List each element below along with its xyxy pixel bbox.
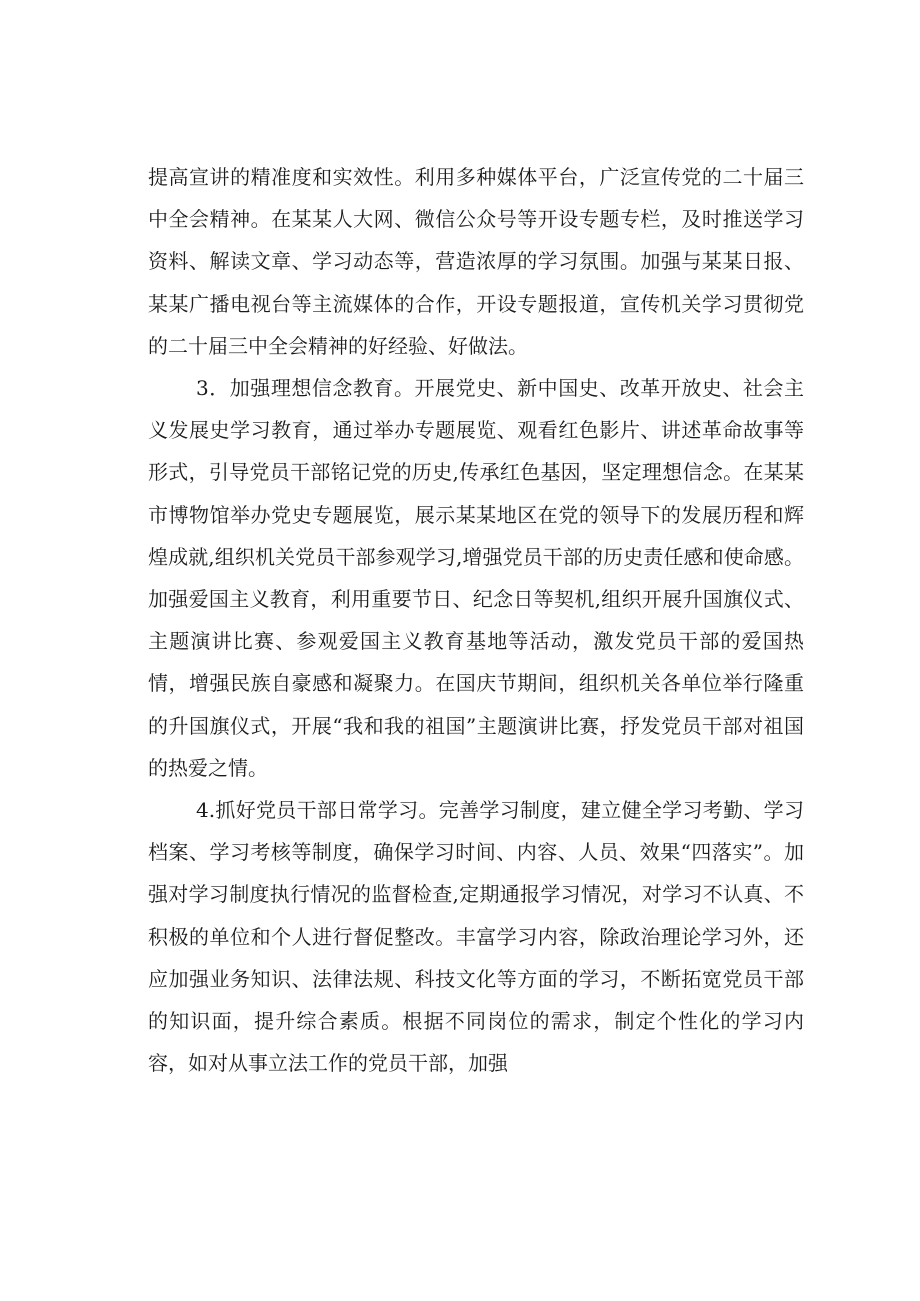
document-body	[148, 156, 804, 1084]
paragraph-item-3: 3．加强理想信念教育。开展党史、新中国史、改革开放史、社会主义发展史学习教育，通过举办专题展览、观看红色影片、讲述革命故事等形式，引导党员干部铭记党的历史,传承红色基因，坚定理想信念。在某某市博物馆举办党史专题展览，展示某某地区在党的领导下的发展历程和辉煌成就,组织机关党员干部参观学习,增强党员干部的历史责任感和使命感。加强爱国主义教育，利用重要节日、纪念日等契机,组织开展升国旗仪式、主题演讲比赛、参观爱国主义教育基地等活动，激发党员干部的爱国热情，增强民族自豪感和凝聚力。在国庆节期间，组织机关各单位举行隆重的升国旗仪式，开展“我和我的祖国”主题演讲比赛，抒发党员干部对祖国的热爱之情。	[148, 376, 804, 780]
paragraph-continuation: 提高宣讲的精准度和实效性。利用多种媒体平台，广泛宣传党的二十届三中全会精神。在某某人大网、微信公众号等开设专题专栏，及时推送学习资料、解读文章、学习动态等，营造浓厚的学习氛围。加强与某某日报、某某广播电视台等主流媒体的合作，开设专题报道，宣传机关学习贯彻党的二十届三中全会精神的好经验、好做法。	[148, 165, 804, 358]
paragraph-item-4: 4.抓好党员干部日常学习。完善学习制度，建立健全学习考勤、学习档案、学习考核等制度，确保学习时间、内容、人员、效果“四落实”。加强对学习制度执行情况的监督检查,定期通报学习情况，对学习不认真、不积极的单位和个人进行督促整改。丰富学习内容，除政治理论学习外，还应加强业务知识、法律法规、科技文化等方面的学习，不断拓宽党员干部的知识面，提升综合素质。根据不同岗位的需求，制定个性化的学习内容，如对从事立法工作的党员干部，加强	[148, 798, 804, 1076]
